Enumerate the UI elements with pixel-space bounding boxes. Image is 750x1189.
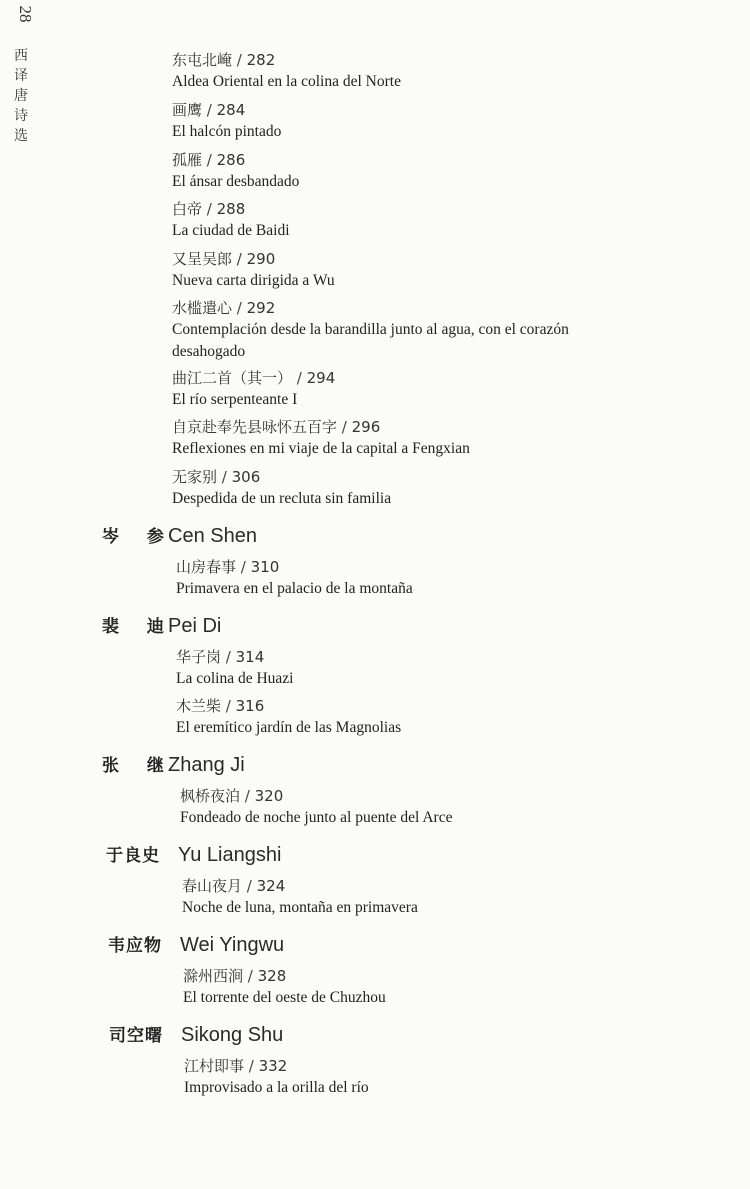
entry-chinese-title: 又呈吴郎 — [172, 250, 233, 268]
entry-chinese-title: 水槛遣心 — [172, 299, 233, 317]
poet-heading — [102, 751, 245, 777]
page-margin — [14, 4, 44, 146]
entry-spanish-title: El halcón pintado — [172, 123, 282, 140]
entry-page-number: 286 — [216, 151, 246, 169]
entry-chinese-title: 自京赴奉先县咏怀五百字 — [172, 418, 338, 436]
entry-chinese-title: 春山夜月 — [182, 877, 243, 895]
entry-chinese-title: 曲江二首（其一） — [172, 369, 293, 387]
entry-chinese-title: 华子岗 — [176, 648, 222, 666]
toc-entry[interactable] — [172, 150, 632, 193]
toc-entry[interactable] — [182, 876, 642, 919]
poet-chinese-name: 裴 迪 — [102, 617, 175, 637]
entry-page-number: 288 — [216, 200, 246, 218]
entry-chinese-line: 无家别 / 306 — [172, 468, 261, 486]
toc-entry[interactable] — [172, 249, 632, 292]
entry-page-number: 332 — [258, 1057, 288, 1075]
entry-spanish-title: Nueva carta dirigida a Wu — [172, 272, 335, 289]
poet-pinyin-name: Zhang Ji — [168, 754, 245, 776]
toc-entry[interactable] — [176, 557, 636, 600]
toc-entry[interactable] — [172, 467, 632, 510]
entry-chinese-line: 滁州西涧 / 328 — [183, 967, 287, 985]
toc-entry[interactable] — [176, 696, 636, 739]
poet-pinyin-name: Wei Yingwu — [180, 934, 285, 956]
entry-page-number: 306 — [231, 468, 261, 486]
entry-page-number: 296 — [351, 418, 381, 436]
entry-spanish-title: Fondeado de noche junto al puente del Arce — [180, 809, 453, 826]
entry-chinese-line: 曲江二首（其一） / 294 — [172, 369, 336, 387]
poet-chinese-name: 于良史 — [106, 846, 160, 866]
entry-chinese-line: 木兰柴 / 316 — [176, 697, 265, 715]
entry-chinese-title: 画鹰 — [172, 101, 203, 119]
poet-heading — [106, 841, 281, 867]
poet-heading — [102, 612, 221, 638]
entry-chinese-line: 水槛遣心 / 292 — [172, 299, 276, 317]
entry-chinese-line: 东屯北崦 / 282 — [172, 51, 276, 69]
poet-pinyin-name: Cen Shen — [168, 525, 257, 547]
entry-chinese-line: 春山夜月 / 324 — [182, 877, 286, 895]
toc-entry[interactable] — [172, 50, 632, 93]
toc-entry[interactable] — [180, 786, 640, 829]
entry-spanish-title: El río serpenteante I — [172, 391, 298, 408]
entry-spanish-title: Noche de luna, montaña en primavera — [182, 899, 418, 916]
entry-chinese-line: 枫桥夜泊 / 320 — [180, 787, 284, 805]
entry-chinese-line: 自京赴奉先县咏怀五百字 / 296 — [172, 418, 381, 436]
entry-chinese-title: 枫桥夜泊 — [180, 787, 241, 805]
poet-chinese-name: 张 继 — [102, 756, 175, 776]
poet-heading — [109, 1021, 283, 1047]
entry-spanish-title: La ciudad de Baidi — [172, 222, 290, 239]
toc-entry[interactable] — [176, 647, 636, 690]
entry-spanish-title: Aldea Oriental en la colina del Norte — [172, 73, 401, 90]
entry-spanish-title: Improvisado a la orilla del río — [184, 1079, 369, 1096]
toc-entry[interactable] — [172, 417, 632, 460]
entry-spanish-title: El torrente del oeste de Chuzhou — [183, 989, 386, 1006]
entry-spanish-title: Primavera en el palacio de la montaña — [176, 580, 413, 597]
entry-chinese-line: 江村即事 / 332 — [184, 1057, 288, 1075]
toc-entry[interactable] — [172, 100, 632, 143]
entry-spanish-title: La colina de Huazi — [176, 670, 294, 687]
entry-chinese-line: 华子岗 / 314 — [176, 648, 265, 666]
entry-page-number: 324 — [256, 877, 286, 895]
entry-spanish-title: Reflexiones en mi viaje de la capital a Fengxian — [172, 440, 470, 457]
entry-page-number: 310 — [250, 558, 280, 576]
entry-page-number: 316 — [235, 697, 265, 715]
poet-pinyin-name: Sikong Shu — [181, 1024, 284, 1046]
entry-page-number: 292 — [246, 299, 276, 317]
toc-entry[interactable] — [172, 298, 632, 363]
entry-page-number: 320 — [254, 787, 284, 805]
entry-page-number: 282 — [246, 51, 276, 69]
poet-pinyin-name: Yu Liangshi — [178, 844, 282, 866]
entry-page-number: 314 — [235, 648, 265, 666]
entry-spanish-title: Contemplación desde la barandilla junto al agua, con el corazón desahogado — [172, 321, 569, 360]
entry-chinese-title: 白帝 — [172, 200, 203, 218]
entry-spanish-title: El ánsar desbandado — [172, 173, 300, 190]
entry-chinese-line: 山房春事 / 310 — [176, 558, 280, 576]
poet-chinese-name: 岑 参 — [102, 527, 175, 547]
book-title: 西译唐诗选 — [14, 48, 28, 144]
entry-chinese-line: 孤雁 / 286 — [172, 151, 246, 169]
toc-entry[interactable] — [183, 966, 643, 1009]
entry-chinese-title: 孤雁 — [172, 151, 203, 169]
toc-entry[interactable] — [172, 368, 632, 411]
entry-page-number: 294 — [306, 369, 336, 387]
entry-chinese-line: 白帝 / 288 — [172, 200, 246, 218]
entry-chinese-title: 滁州西涧 — [183, 967, 244, 985]
entry-page-number: 328 — [257, 967, 287, 985]
entry-page-number: 290 — [246, 250, 276, 268]
entry-chinese-title: 江村即事 — [184, 1057, 245, 1075]
entry-chinese-title: 东屯北崦 — [172, 51, 233, 69]
entry-chinese-line: 又呈吴郎 / 290 — [172, 250, 276, 268]
entry-chinese-title: 山房春事 — [176, 558, 237, 576]
entry-spanish-title: El eremítico jardín de las Magnolias — [176, 719, 402, 736]
entry-page-number: 284 — [216, 101, 246, 119]
poet-chinese-name: 韦应物 — [108, 936, 162, 956]
poet-heading — [108, 931, 284, 957]
poet-pinyin-name: Pei Di — [168, 615, 222, 637]
toc-entry[interactable] — [184, 1056, 644, 1099]
poet-chinese-name: 司空曙 — [109, 1026, 163, 1046]
poet-heading — [102, 522, 257, 548]
entry-spanish-title: Despedida de un recluta sin familia — [172, 490, 392, 507]
entry-chinese-title: 木兰柴 — [176, 697, 222, 715]
entry-chinese-line: 画鹰 / 284 — [172, 101, 246, 119]
page-number: 28 — [16, 5, 35, 23]
entry-chinese-title: 无家别 — [172, 468, 218, 486]
toc-entry[interactable] — [172, 199, 632, 242]
